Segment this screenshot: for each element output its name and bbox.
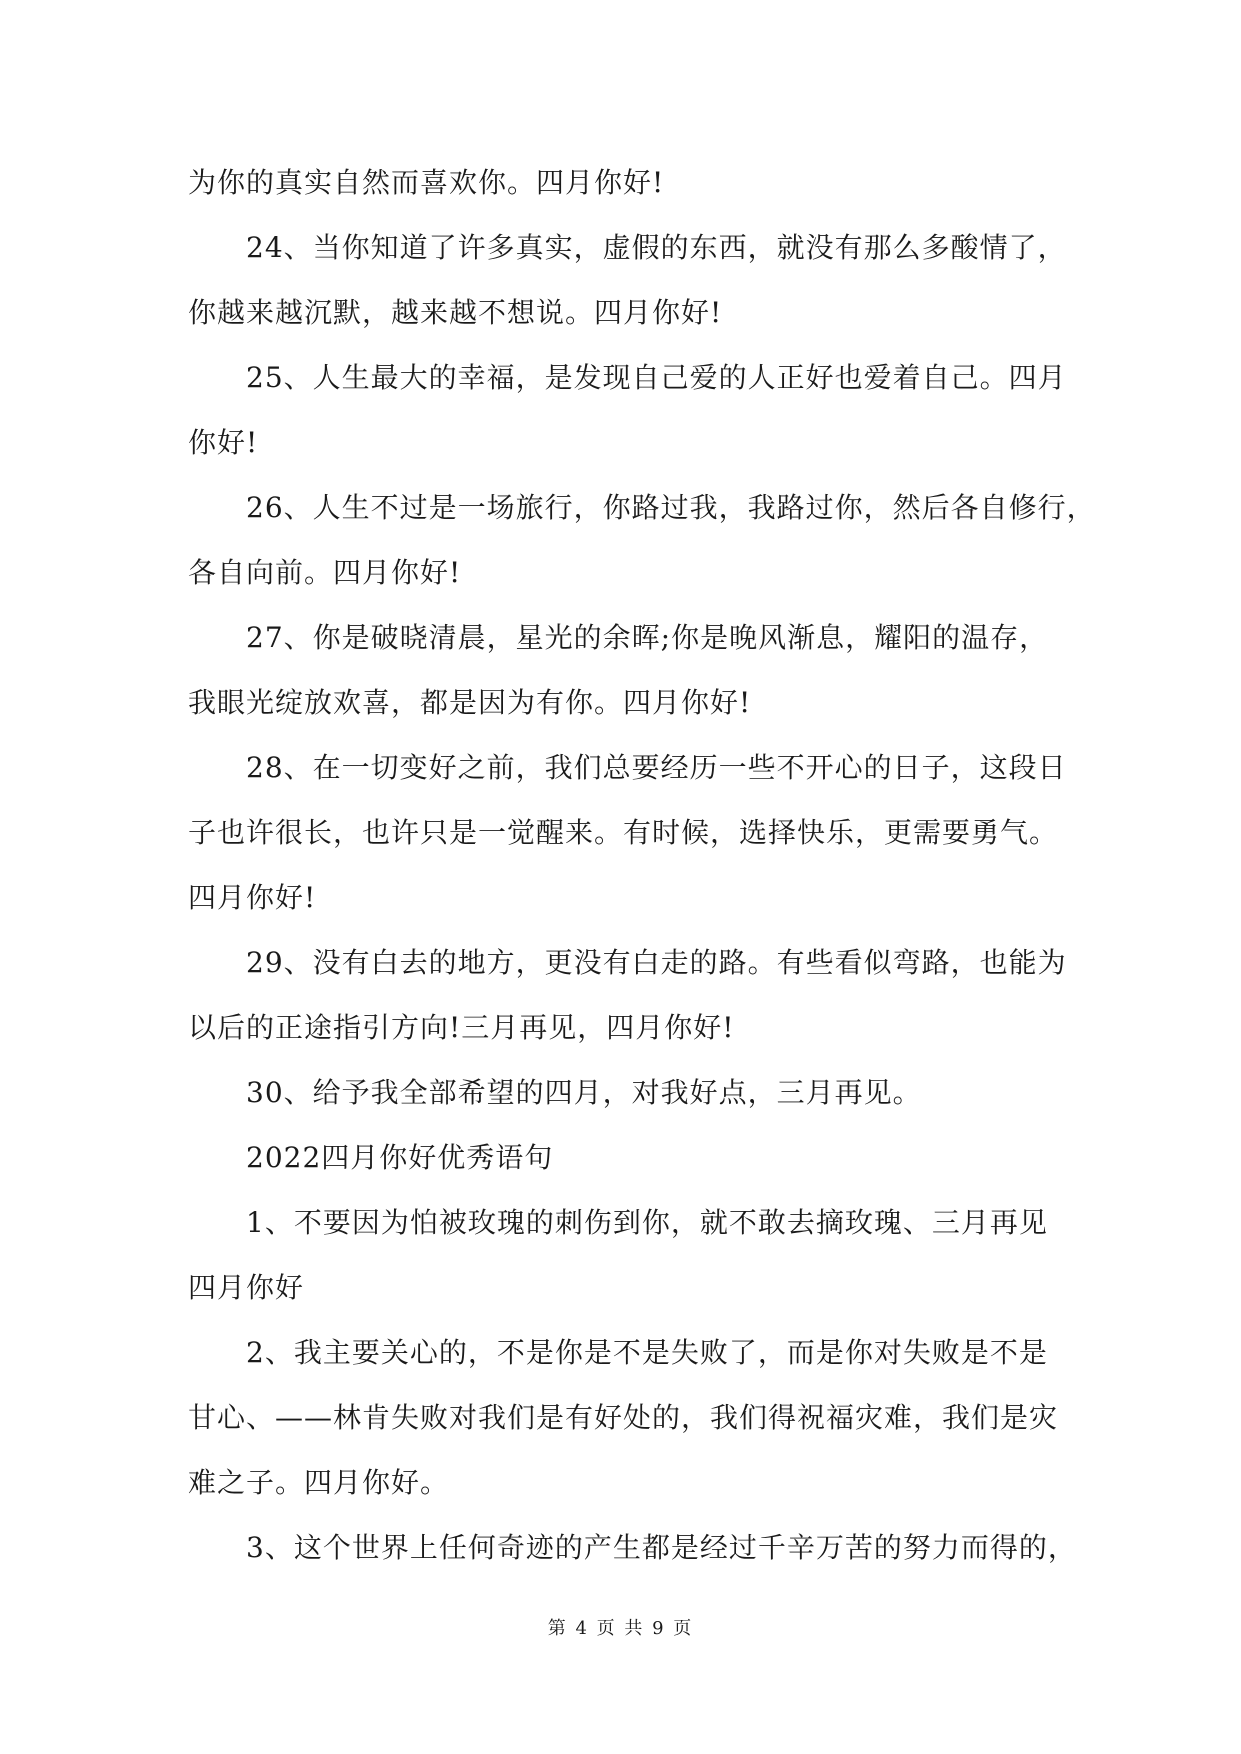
text-line-17: 1、不要因为怕被玫瑰的刺伤到你，就不敢去摘玫瑰、三月再见 bbox=[246, 1206, 1048, 1239]
text-line-21: 难之子。四月你好。 bbox=[188, 1466, 450, 1499]
text-line-7: 各自向前。四月你好! bbox=[188, 556, 462, 589]
page-number-footer: 第 4 页 共 9 页 bbox=[547, 1618, 694, 1639]
text-line-5: 你好! bbox=[188, 426, 259, 459]
text-line-22: 3、这个世界上任何奇迹的产生都是经过千辛万苦的努力而得的， bbox=[246, 1531, 1077, 1564]
text-line-6: 26、人生不过是一场旅行，你路过我，我路过你，然后各自修行， bbox=[246, 491, 1096, 524]
text-line-12: 四月你好! bbox=[188, 881, 317, 914]
text-line-9: 我眼光绽放欢喜，都是因为有你。四月你好! bbox=[188, 686, 752, 719]
document-body bbox=[188, 150, 1096, 1580]
text-line-14: 以后的正途指引方向!三月再见，四月你好! bbox=[188, 1011, 735, 1044]
text-line-4: 25、人生最大的幸福，是发现自己爱的人正好也爱着自己。四月 bbox=[246, 361, 1067, 394]
text-line-20: 甘心、——林肯失败对我们是有好处的，我们得祝福灾难，我们是灾 bbox=[188, 1401, 1059, 1434]
text-line-11: 子也许很长，也许只是一觉醒来。有时候，选择快乐，更需要勇气。 bbox=[188, 816, 1059, 849]
text-line-3: 你越来越沉默，越来越不想说。四月你好! bbox=[188, 296, 723, 329]
text-line-18: 四月你好 bbox=[188, 1271, 305, 1304]
text-line-13: 29、没有白去的地方，更没有白走的路。有些看似弯路，也能为 bbox=[246, 946, 1067, 979]
text-line-15: 30、给予我全部希望的四月，对我好点，三月再见。 bbox=[246, 1076, 922, 1109]
text-line-2: 24、当你知道了许多真实，虚假的东西，就没有那么多酸情了， bbox=[246, 231, 1067, 264]
text-line-8: 27、你是破晓清晨，星光的余晖;你是晚风渐息，耀阳的温存， bbox=[246, 621, 1049, 654]
section-heading: 2022四月你好优秀语句 bbox=[246, 1141, 554, 1174]
text-line-19: 2、我主要关心的，不是你是不是失败了，而是你对失败是不是 bbox=[246, 1336, 1048, 1369]
text-line-10: 28、在一切变好之前，我们总要经历一些不开心的日子，这段日 bbox=[246, 751, 1067, 784]
text-line-1: 为你的真实自然而喜欢你。四月你好! bbox=[188, 166, 665, 199]
